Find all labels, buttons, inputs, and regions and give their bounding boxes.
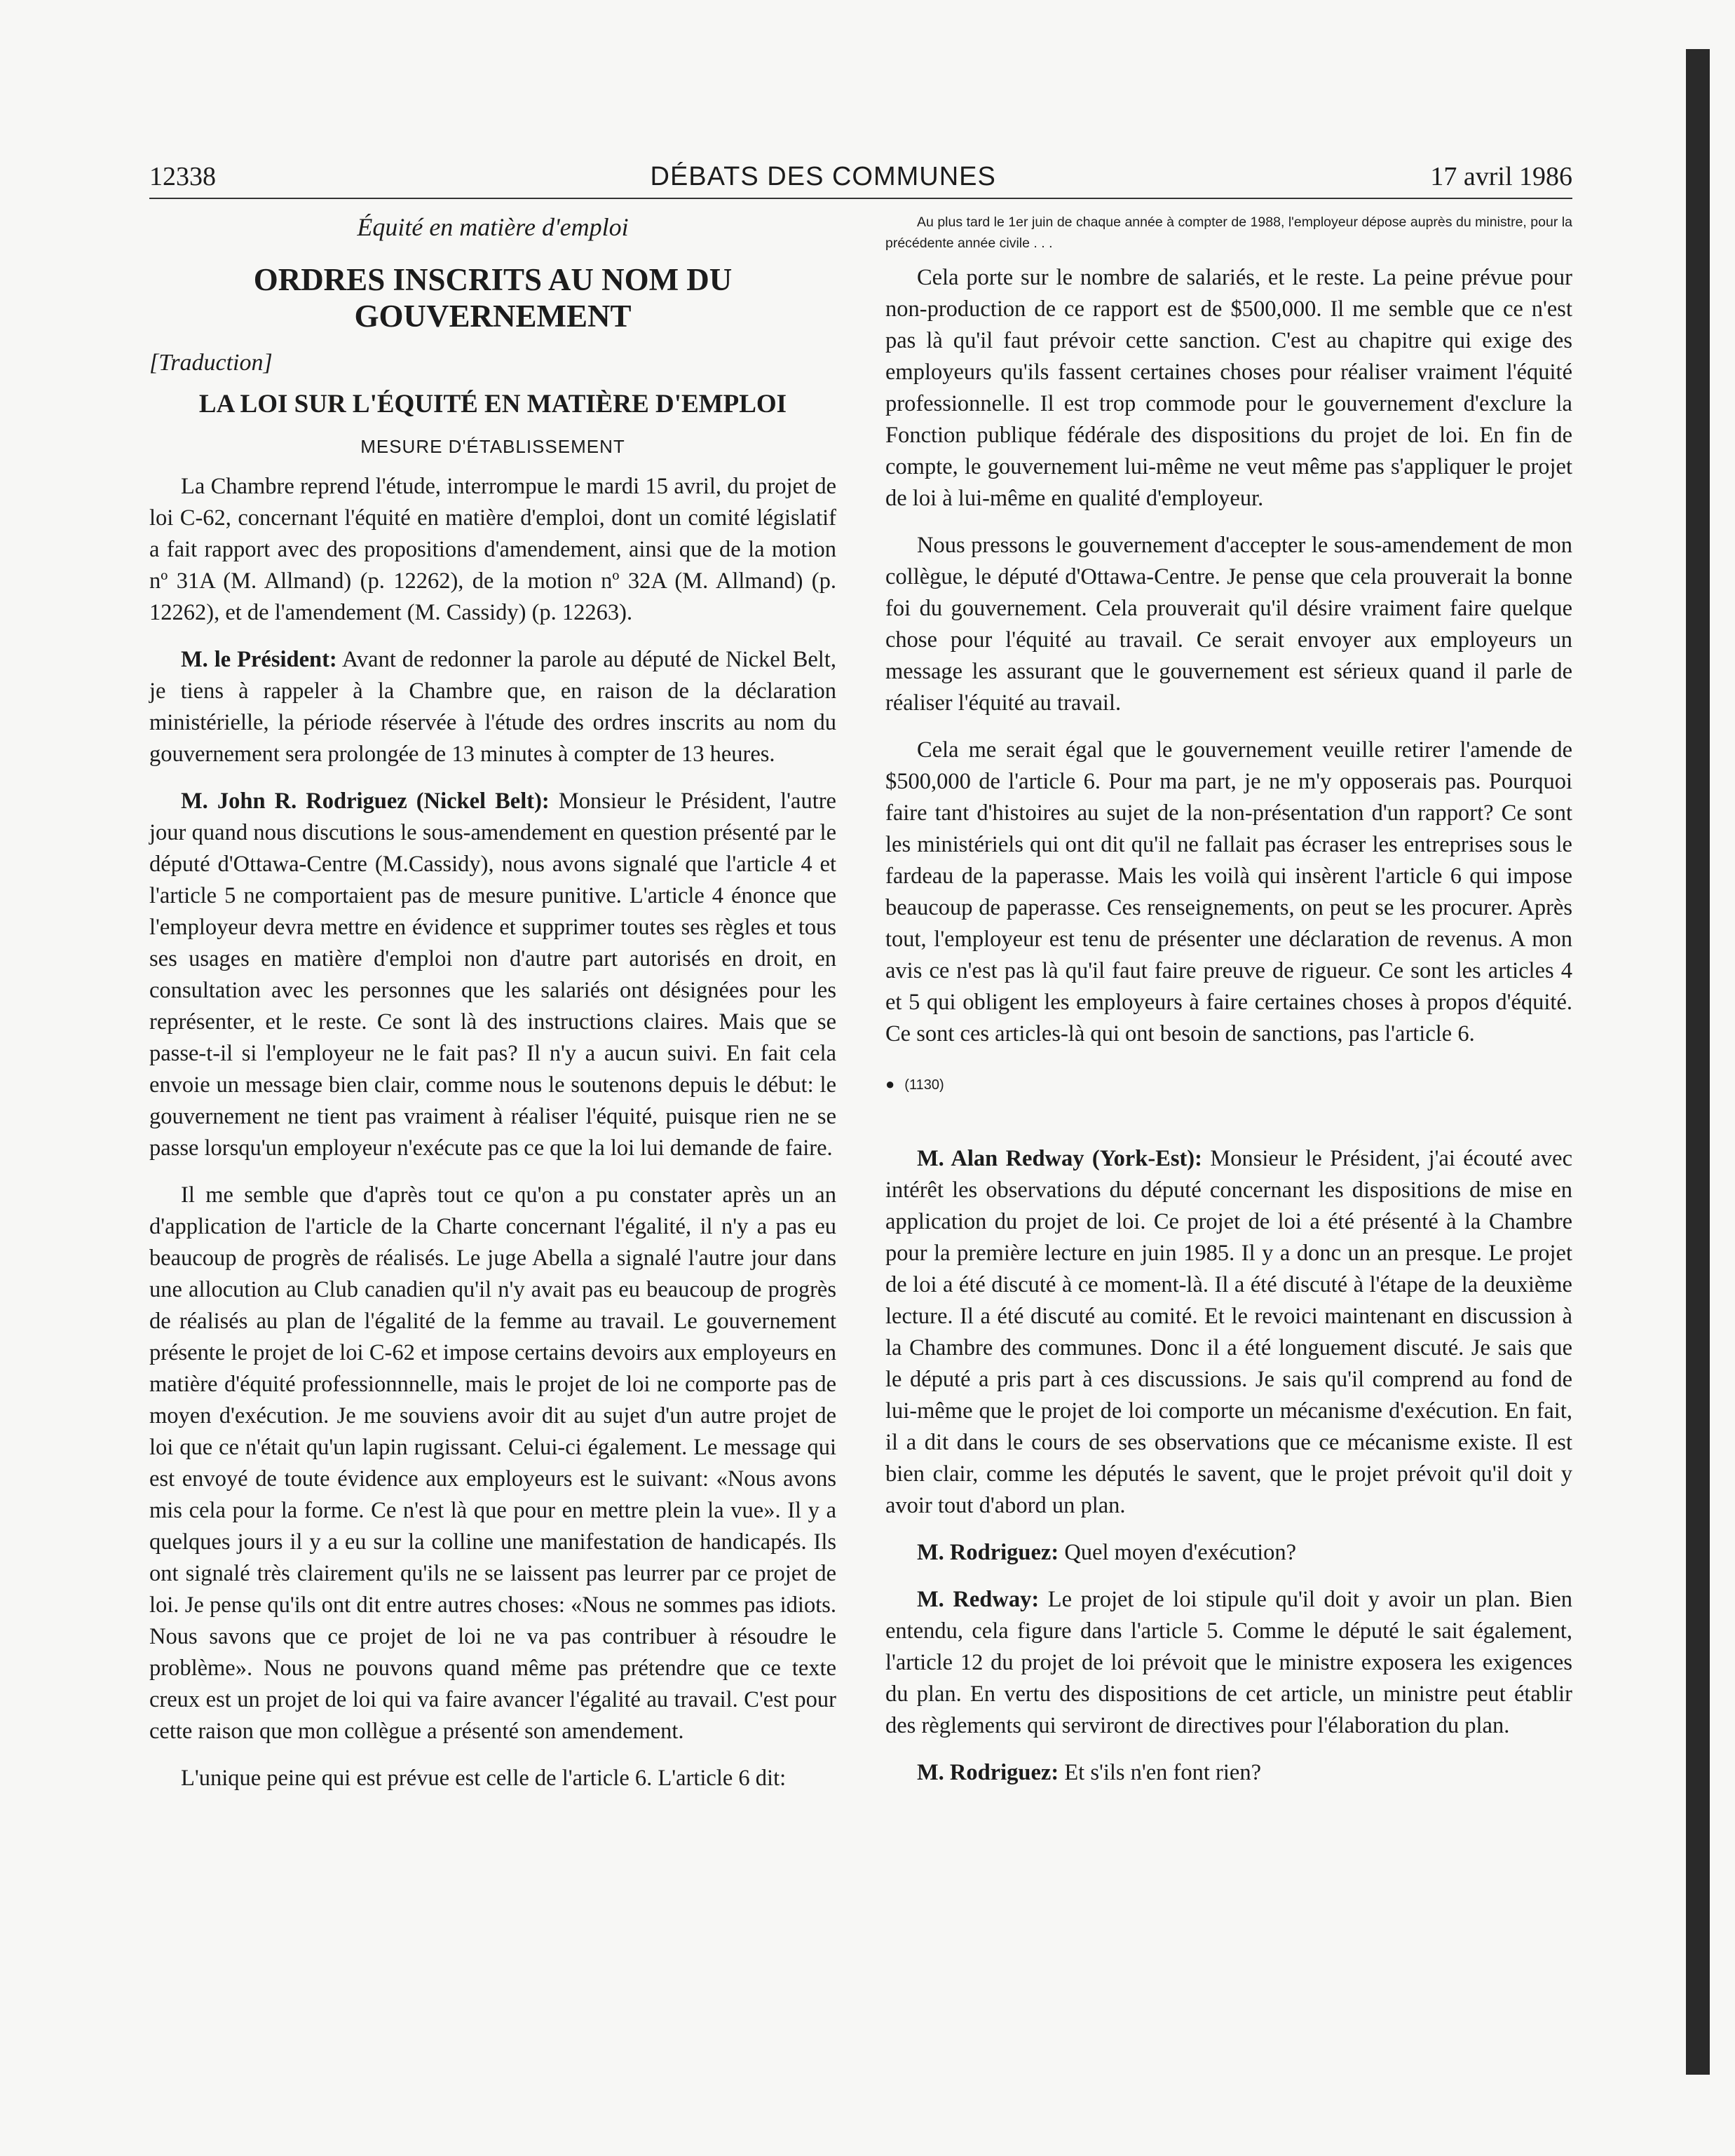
columns — [149, 212, 1572, 1810]
running-title: Équité en matière d'emploi — [357, 213, 629, 241]
speech-text: Avant de redonner la parole au député de Nickel Belt, je tiens à rappeler à la Chambre que, en raison de la déclaration ministérielle, la période réservée à l'étude des ordres inscrits au nom du gouvernement sera prolongée de 13 minutes à compter de 13 heures. — [149, 647, 836, 767]
timestamp — [885, 1068, 1572, 1101]
speech-text: Monsieur le Président, l'autre jour quand nous discutions le sous-amendement en question présenté par le député d'Ottawa-Centre (M.Cassidy), nous avons signalé que l'article 4 et l'article 5 ne comportaient pas de mesure punitive. L'article 4 énonce que l'employeur devra mettre en évidence et supprimer toutes ses règles et tous ses usages en matière d'emploi non d'autre part autorisés en droit, en consultation avec les personnes que les salariés ont désignées pour les représenter, et le reste. Ce sont là des instructions claires. Mais que se passe-t-il si l'employeur ne le fait pas? Il n'y a aucun suivi. En fait cela envoie un message bien clair, comme nous le soutenons depuis le début: le gouvernement ne tient pas vraiment à réaliser l'équité, puisque rien ne se passe lorsqu'un employeur n'exécute pas ce que la loi lui demande de faire. — [149, 789, 836, 1161]
bill-heading: LA LOI SUR L'ÉQUITÉ EN MATIÈRE D'EMPLOI — [198, 390, 787, 418]
speaker-name: M. Alan Redway (York-Est): — [917, 1146, 1202, 1171]
speech-text: Quel moyen d'exécution? — [1064, 1540, 1297, 1565]
paragraph: Cela me serait égal que le gouvernement veuille retirer l'amende de $500,000 de l'article 6. Pour ma part, je ne m'y opposerais pas. Pourquoi faire tant d'histoires au sujet de la non-présentation d'un rapport? Ce sont les ministériels qui ont dit qu'il ne fallait pas écraser les entreprises sous le fardeau de la paperasse. Mais les voilà qui insèrent l'article 6 qui impose beaucoup de paperasse. Ces renseignements, on peut se les procurer. Après tout, l'employeur est tenu de présenter une déclaration de revenus. A mon avis ce n'est pas là qu'il faut faire preuve de rigueur. Ce sont les articles 4 et 5 qui obligent les employeurs à faire certaines choses à propos d'équité. Ce sont ces articles-là qui ont besoin de sanctions, pas l'article 6. — [885, 737, 1572, 1046]
page-header — [149, 158, 1572, 199]
speaker-name: M. le Président: — [181, 647, 337, 672]
speaker-name: M. Rodriguez: — [917, 1760, 1059, 1785]
page-date: 17 avril 1986 — [1430, 162, 1572, 191]
bill-subheading: MESURE D'ÉTABLISSEMENT — [360, 436, 625, 457]
speaker-name: M. Redway: — [917, 1587, 1040, 1612]
right-column — [885, 212, 1572, 1810]
scan-edge — [1686, 49, 1710, 2075]
speaker-name: M. John R. Rodriguez (Nickel Belt): — [181, 789, 550, 814]
publication-title: DÉBATS DES COMMUNES — [650, 162, 996, 191]
section-heading: ORDRES INSCRITS AU NOM DU GOUVERNEMENT — [253, 262, 733, 334]
paragraph: Nous pressons le gouvernement d'accepter le sous-amendement de mon collègue, le député d'Ottawa-Centre. Je pense que cela prouverait la bonne foi du gouvernement. Cela prouverait qu'il désire vraiment faire quelque chose pour l'équité au travail. Ce serait envoyer aux employeurs un message les assurant que le gouvernement est sérieux quand il parle de réaliser l'équité au travail. — [885, 533, 1572, 716]
paragraph — [885, 1757, 1572, 1789]
timestamp-text: (1130) — [904, 1077, 944, 1093]
paragraph: Il me semble que d'après tout ce qu'on a pu constater après un an d'application de l'article de la Charte concernant l'égalité, il n'y a pas eu beaucoup de progrès de réalisés. Le juge Abella a signalé l'autre jour dans une allocution au Club canadien qu'il n'y avait pas eu beaucoup de progrès de réalisés au plan de l'égalité de la femme au travail. Le gouvernement présente le projet de loi C-62 et impose certains devoirs aux employeurs en matière d'équité professionnnelle, mais le projet de loi ne comporte pas de moyen d'exécution. Je me souviens avoir dit au sujet d'un autre projet de loi que ce n'était qu'un lapin rugissant. Celui-ci également. Le message qui est envoyé de toute évidence aux employeurs est le suivant: «Nous avons mis cela pour la forme. Ce n'est là que pour en mettre plein la vue». Il y a quelques jours il y a eu sur la colline une manifestation de handicapés. Ils ont signalé très clairement qu'ils ne se laissent pas leurrer par ce projet de loi. Je pense qu'ils ont dit entre autres choses: «Nous ne sommes pas idiots. Nous savons que ce projet de loi ne va pas contribuer à résoudre le problème». Nous ne pouvons quand même pas prétendre que ce texte creux est un projet de loi qui va faire avancer l'égalité au travail. C'est pour cette raison que mon collègue a présenté son amendement. — [149, 1182, 836, 1744]
bullet-icon: ● — [885, 1075, 895, 1093]
speech-text: Le projet de loi stipule qu'il doit y avoir un plan. Bien entendu, cela figure dans l'article 5. Comme le député le sait également, l'article 12 du projet de loi prévoit que le ministre exposera les exigences du plan. En vertu des dispositions de cet article, un ministre peut établir des règlements qui serviront de directives pour l'élaboration du plan. — [885, 1587, 1572, 1738]
quoted-article: Au plus tard le 1er juin de chaque année à compter de 1988, l'employeur dépose auprès du ministre, pour la précédente année civile . . . — [885, 214, 1572, 251]
paragraph: Cela porte sur le nombre de salariés, et le reste. La peine prévue pour non-production de ce rapport est de $500,000. Il me semble que ce n'est pas là qu'il faut prévoir cette sanction. C'est au chapitre qui exige des employeurs qu'ils fassent certaines choses pour réaliser vraiment l'équité professionnelle. Il est trop commode pour le gouvernement d'exclure la Fonction publique fédérale des dispositions du projet de loi. En fin de compte, le gouvernement lui-même ne veut même pas s'appliquer le projet de loi à lui-même en qualité d'employeur. — [885, 265, 1572, 511]
paragraph — [885, 1584, 1572, 1742]
paragraph — [149, 786, 836, 1164]
page — [149, 158, 1572, 2093]
page-number: 12338 — [149, 162, 216, 191]
speaker-name: M. Rodriguez: — [917, 1540, 1059, 1565]
paragraph — [149, 644, 836, 770]
paragraph — [885, 1143, 1572, 1522]
translation-note: [Traduction] — [149, 350, 273, 376]
left-column — [149, 212, 836, 1810]
speech-text: Et s'ils n'en font rien? — [1064, 1760, 1261, 1785]
paragraph: La Chambre reprend l'étude, interrompue le mardi 15 avril, du projet de loi C-62, concernant l'équité en matière d'emploi, dont un comité législatif a fait rapport avec des propositions d'amendement, ainsi que de la motion nº 31A (M. Allmand) (p. 12262), de la motion nº 32A (M. Allmand) (p. 12262), et de l'amendement (M. Cassidy) (p. 12263). — [149, 474, 836, 625]
speech-text: Monsieur le Président, j'ai écouté avec intérêt les observations du député concernant les dispositions de mise en application du projet de loi. Ce projet de loi a été présenté à la Chambre pour la première lecture en juin 1985. Il y a donc un an presque. Le projet de loi a été discuté à ce moment-là. Il a été discuté à l'étape de la deuxième lecture. Il a été discuté au comité. Et le revoici maintenant en discussion à la Chambre des communes. Donc il a été longuement discuté. Je sais que le député a pris part à ces discussions. Je sais qu'il comprend au fond de lui-même que le projet de loi comporte un mécanisme d'exécution. En fait, il a dit dans le cours de ses observations que ce mécanisme existe. Il est bien clair, comme les députés le savent, que le projet prévoit qu'il doit y avoir tout d'abord un plan. — [885, 1146, 1572, 1518]
paragraph: L'unique peine qui est prévue est celle de l'article 6. L'article 6 dit: — [181, 1766, 787, 1791]
paragraph — [885, 1537, 1572, 1569]
